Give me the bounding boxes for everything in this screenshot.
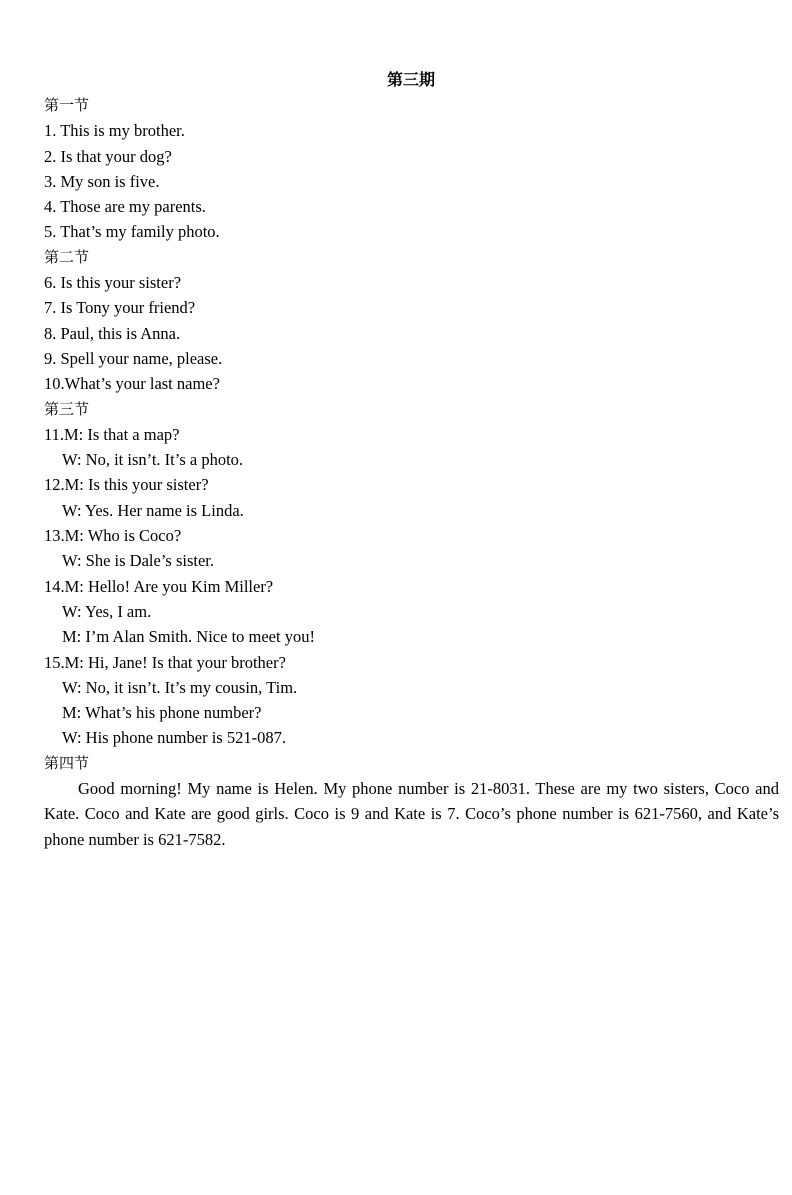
sentence-line: 5. That’s my family photo. (44, 222, 220, 242)
dialogue-line: 12.M: Is this your sister? (44, 475, 209, 495)
sentence-line: 4. Those are my parents. (44, 197, 206, 217)
dialogue-line: W: No, it isn’t. It’s a photo. (62, 450, 244, 470)
sentence-line: 1. This is my brother. (44, 121, 185, 141)
sentence-line: 8. Paul, this is Anna. (44, 323, 181, 343)
dialogue-line: W: Yes. Her name is Linda. (62, 500, 244, 520)
dialogue-line: W: She is Dale’s sister. (62, 551, 214, 571)
dialogue-line: W: Yes, I am. (62, 601, 152, 621)
sentence-line: 7. Is Tony your friend? (44, 298, 196, 318)
section-heading-1: 第一节 (44, 96, 90, 114)
section-heading-2: 第二节 (44, 247, 90, 266)
dialogue-line: W: No, it isn’t. It’s my cousin, Tim. (62, 677, 298, 697)
dialogue-line: 15.M: Hi, Jane! Is that your brother? (44, 652, 286, 672)
sentence-line: 3. My son is five. (44, 171, 160, 191)
section-heading-4: 第四节 (44, 753, 90, 772)
dialogue-line: 11.M: Is that a map? (44, 424, 180, 444)
dialogue-line: 14.M: Hello! Are you Kim Miller? (44, 576, 274, 596)
sentence-line: 10.What’s your last name? (44, 374, 220, 394)
dialogue-line: W: His phone number is 521-087. (62, 728, 286, 748)
sentence-line: 6. Is this your sister? (44, 273, 182, 293)
dialogue-line: M: I’m Alan Smith. Nice to meet you! (62, 627, 315, 647)
dialogue-line: 13.M: Who is Coco? (44, 526, 182, 546)
dialogue-line: M: What’s his phone number? (62, 703, 262, 723)
transcript-body (44, 93, 779, 852)
sentence-line: 2. Is that your dog? (44, 146, 172, 166)
passage-paragraph: Good morning! My name is Helen. My phone number is 21-8031. These are my two sisters, Coco and Kate. Coco and Kate are good girls. Coco is 9 and Kate is 7. Coco’s phone number is 621-7560, and Kate’s phone number is 621-7582. (44, 779, 779, 849)
section-heading-3: 第三节 (44, 399, 90, 418)
page-title: 第三期 (386, 70, 435, 89)
sentence-line: 9. Spell your name, please. (44, 348, 223, 368)
